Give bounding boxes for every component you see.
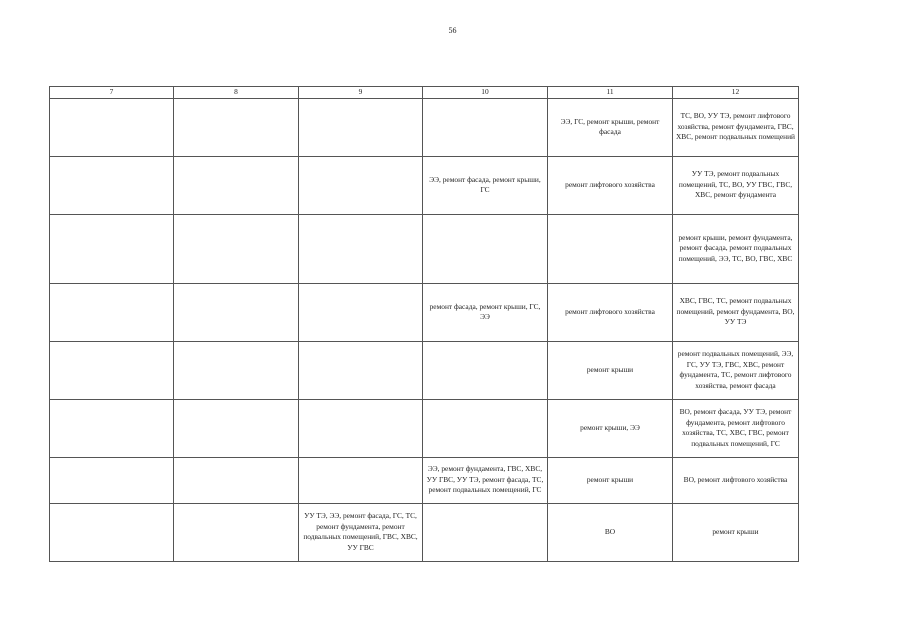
table-cell: ремонт крыши	[673, 503, 799, 561]
table-cell: ремонт подвальных помещений, ЭЭ, ГС, УУ ТЭ, ГВС, ХВС, ремонт фундамента, ТС, ремонт лифтового хозяйства, ремонт фасада	[673, 341, 799, 399]
table-cell	[299, 341, 423, 399]
table-cell	[50, 156, 174, 214]
table-cell: ЭЭ, ГС, ремонт крыши, ремонт фасада	[548, 98, 673, 156]
table-cell: ремонт крыши, ремонт фундамента, ремонт фасада, ремонт подвальных помещений, ЭЭ, ТС, ВО, ГВС, ХВС	[673, 214, 799, 283]
works-table	[49, 86, 799, 562]
table-cell: ВО, ремонт фасада, УУ ТЭ, ремонт фундамента, ремонт лифтового хозяйства, ТС, ХВС, ГВС, ремонт подвальных помещений, ГС	[673, 399, 799, 457]
table-cell	[423, 98, 548, 156]
table-cell: ЭЭ, ремонт фундамента, ГВС, ХВС, УУ ГВС, УУ ТЭ, ремонт фасада, ТС, ремонт подвальных помещений, ГС	[423, 457, 548, 503]
table-cell: ремонт фасада, ремонт крыши, ГС, ЭЭ	[423, 283, 548, 341]
table-cell	[299, 457, 423, 503]
table-cell	[299, 399, 423, 457]
table-cell	[174, 283, 299, 341]
table-row	[50, 399, 799, 457]
table-cell	[299, 98, 423, 156]
table-cell: ремонт лифтового хозяйства	[548, 283, 673, 341]
table-cell	[423, 214, 548, 283]
table-cell: ремонт крыши	[548, 341, 673, 399]
table-row	[50, 503, 799, 561]
table-cell	[50, 98, 174, 156]
column-header: 7	[50, 87, 174, 99]
column-header: 10	[423, 87, 548, 99]
table-cell: ремонт крыши, ЭЭ	[548, 399, 673, 457]
table-cell: УУ ТЭ, ЭЭ, ремонт фасада, ГС, ТС, ремонт фундамента, ремонт подвальных помещений, ГВС, ХВС, УУ ГВС	[299, 503, 423, 561]
table-cell	[50, 503, 174, 561]
table-row	[50, 341, 799, 399]
table-cell	[299, 214, 423, 283]
table-row	[50, 98, 799, 156]
table-cell	[50, 341, 174, 399]
table-cell	[50, 399, 174, 457]
table-cell	[299, 156, 423, 214]
table-cell	[174, 503, 299, 561]
column-header: 9	[299, 87, 423, 99]
table-cell	[423, 503, 548, 561]
table-cell: ремонт лифтового хозяйства	[548, 156, 673, 214]
column-header: 11	[548, 87, 673, 99]
table-cell	[174, 156, 299, 214]
table-cell	[423, 399, 548, 457]
table-cell	[548, 214, 673, 283]
table-cell	[174, 98, 299, 156]
table-cell: ремонт крыши	[548, 457, 673, 503]
column-header: 12	[673, 87, 799, 99]
table-cell: ВО, ремонт лифтового хозяйства	[673, 457, 799, 503]
table-cell	[299, 283, 423, 341]
table-cell: ТС, ВО, УУ ТЭ, ремонт лифтового хозяйства, ремонт фундамента, ГВС, ХВС, ремонт подвальных помещений	[673, 98, 799, 156]
table-cell	[50, 283, 174, 341]
page-number: 56	[448, 26, 457, 35]
table-row	[50, 457, 799, 503]
table-cell	[50, 457, 174, 503]
table-row	[50, 283, 799, 341]
table-cell	[423, 341, 548, 399]
table-cell: УУ ТЭ, ремонт подвальных помещений, ТС, ВО, УУ ГВС, ГВС, ХВС, ремонт фундамента	[673, 156, 799, 214]
header-row	[50, 87, 799, 99]
table-cell	[174, 214, 299, 283]
table-cell: ЭЭ, ремонт фасада, ремонт крыши, ГС	[423, 156, 548, 214]
table-header	[50, 87, 799, 99]
column-header: 8	[174, 87, 299, 99]
table-cell	[174, 399, 299, 457]
table-body	[50, 98, 799, 561]
table-cell	[174, 341, 299, 399]
table-cell	[174, 457, 299, 503]
table-cell	[50, 214, 174, 283]
table-row	[50, 214, 799, 283]
table-cell: ХВС, ГВС, ТС, ремонт подвальных помещений, ремонт фундамента, ВО, УУ ТЭ	[673, 283, 799, 341]
table-row	[50, 156, 799, 214]
table-cell: ВО	[548, 503, 673, 561]
